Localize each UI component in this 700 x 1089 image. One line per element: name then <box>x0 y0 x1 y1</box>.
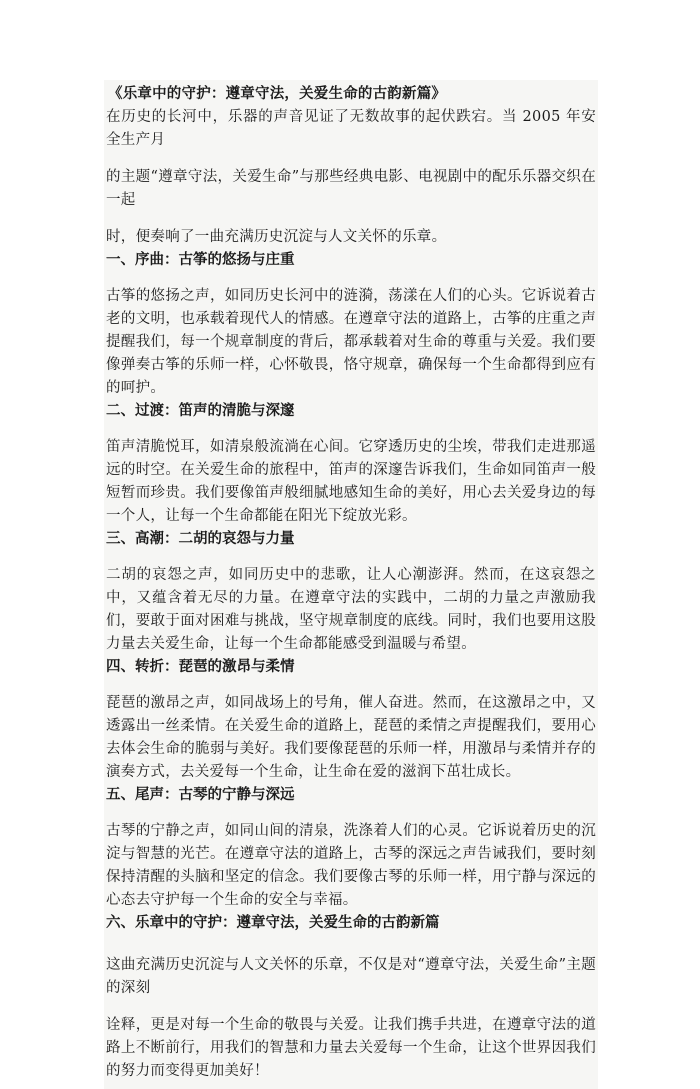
intro-line-3: 时，便奏响了一曲充满历史沉淀与人文关怀的乐章。 <box>106 229 447 245</box>
intro-line-2: 的主题“遵章守法，关爱生命”与那些经典电影、电视剧中的配乐乐器交织在一起 <box>106 169 596 208</box>
section-heading-2: 二、过渡：笛声的清脆与深邃 <box>106 402 295 419</box>
document-body <box>104 80 598 1089</box>
section-body-3: 二胡的哀怨之声，如同历史中的悲歌，让人心潮澎湃。然而，在这哀怨之中，又蕴含着无尽的力量。在遵章守法的实践中，二胡的力量之声激励我们，要敢于面对困难与挑战，坚守规章制度的底线。同时，我们也要用这股力量去关爱生命，让每一个生命都能感受到温暖与希望。 <box>106 567 596 652</box>
document-title: 《乐章中的守护：遵章守法，关爱生命的古韵新篇》 <box>108 85 447 102</box>
section-body-5: 古琴的宁静之声，如同山间的清泉，洗涤着人们的心灵。它诉说着历史的沉淀与智慧的光芒。在遵章守法的道路上，古琴的深远之声告诫我们，要时刻保持清醒的头脑和坚定的信念。我们要像古琴的乐师一样，用宁静与深远的心态去守护每一个生命的安全与幸福。 <box>106 823 596 908</box>
section-heading-1: 一、序曲：古筝的悠扬与庄重 <box>106 251 295 268</box>
intro-line-1: 在历史的长河中，乐器的声音见证了无数故事的起伏跌宕。当 2005 年安全生产月 <box>106 109 596 148</box>
section-heading-4: 四、转折：琵琶的激昂与柔情 <box>106 658 295 675</box>
section-body-1: 古筝的悠扬之声，如同历史长河中的涟漪，荡漾在人们的心头。它诉说着古老的文明，也承载着现代人的情感。在遵章守法的道路上，古筝的庄重之声提醒我们，每一个规章制度的背后，都承载着对生命的尊重与关爱。我们要像弹奏古筝的乐师一样，心怀敬畏，恪守规章，确保每一个生命都得到应有的呵护。 <box>106 288 596 396</box>
section-heading-3: 三、高潮：二胡的哀怨与力量 <box>106 530 295 547</box>
closing-paragraph: 诠释，更是对每一个生命的敬畏与关爱。让我们携手共进，在遵章守法的道路上不断前行，用我们的智慧和力量去关爱每一个生命，让这个世界因我们的努力而变得更加美好！ <box>106 1017 596 1079</box>
section-body-4: 琵琶的激昂之声，如同战场上的号角，催人奋进。然而，在这激昂之中，又透露出一丝柔情。在关爱生命的道路上，琵琶的柔情之声提醒我们，要用心去体会生命的脆弱与美好。我们要像琵琶的乐师一样，用激昂与柔情并存的演奏方式，去关爱每一个生命，让生命在爱的滋润下茁壮成长。 <box>106 695 596 780</box>
section-heading-6: 六、乐章中的守护：遵章守法，关爱生命的古韵新篇 <box>106 914 440 931</box>
section-body-2: 笛声清脆悦耳，如清泉般流淌在心间。它穿透历史的尘埃，带我们走进那遥远的时空。在关爱生命的旅程中，笛声的深邃告诉我们，生命如同笛声一般短暂而珍贵。我们要像笛声般细腻地感知生命的美好，用心去关爱身边的每一个人，让每一个生命都能在阳光下绽放光彩。 <box>106 439 596 524</box>
closing-line-1: 这曲充满历史沉淀与人文关怀的乐章，不仅是对“遵章守法，关爱生命”主题的深刻 <box>106 957 596 996</box>
section-heading-5: 五、尾声：古琴的宁静与深远 <box>106 786 295 803</box>
